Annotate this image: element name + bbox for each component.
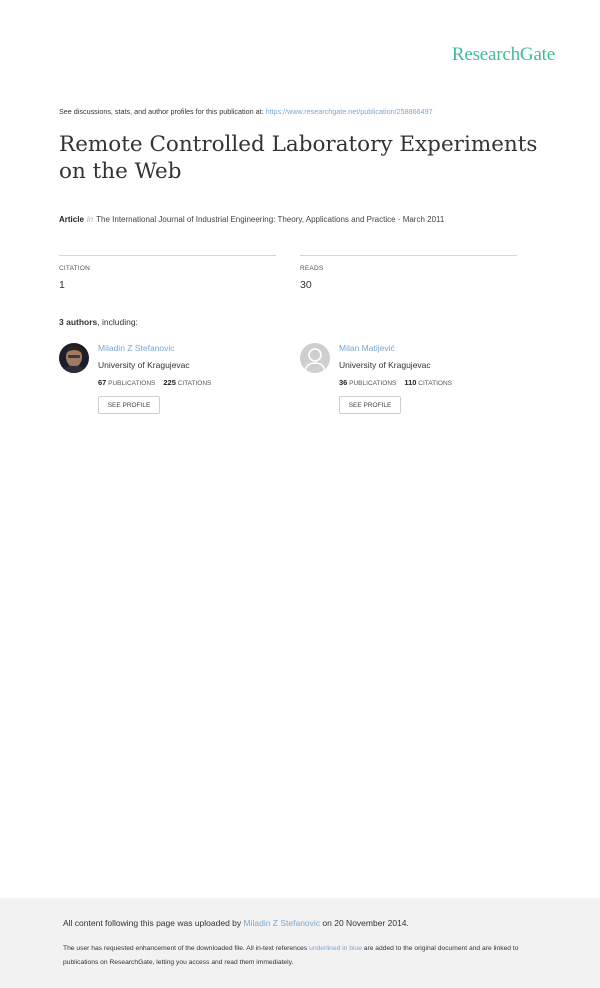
authors-heading (59, 317, 138, 327)
citations-label: CITATIONS (177, 380, 212, 387)
see-profile-button[interactable]: SEE PROFILE (98, 396, 160, 414)
reads-stat (300, 255, 517, 291)
publications-label: PUBLICATIONS (108, 380, 156, 387)
in-word: in (86, 215, 94, 224)
researchgate-logo[interactable]: ResearchGate (451, 44, 555, 65)
citations-count: 225 (163, 378, 176, 387)
publication-type: Article (59, 215, 84, 224)
author-avatar-placeholder[interactable] (300, 343, 330, 373)
publications-count: 36 (339, 378, 348, 387)
notice-suffix: are added to the original document and are linked to publications on ResearchGate, letting you access and read them immediately. (63, 945, 519, 966)
see-profile-button[interactable]: SEE PROFILE (339, 396, 401, 414)
citation-value: 1 (59, 279, 65, 291)
upload-prefix: All content following this page was uploaded by (63, 918, 244, 928)
reads-label: READS (300, 265, 324, 272)
upload-line (63, 918, 409, 928)
publication-meta (59, 215, 444, 224)
publication-link[interactable]: https://www.researchgate.net/publication/258866497 (265, 107, 433, 116)
author-institution: University of Kragujevac (339, 360, 431, 370)
upload-suffix: on 20 November 2014. (320, 918, 409, 928)
publication-title: Remote Controlled Laboratory Experiments on the Web (59, 132, 538, 184)
notice-link: underlined in blue (309, 945, 362, 952)
publications-label: PUBLICATIONS (349, 380, 397, 387)
reads-value: 30 (300, 279, 312, 291)
discussion-line (59, 107, 433, 116)
publication-venue: The International Journal of Industrial Engineering: Theory, Applications and Practice · March 2011 (96, 215, 445, 224)
notice-prefix: The user has requested enhancement of the downloaded file. All in-text references (63, 945, 310, 952)
citations-label: CITATIONS (418, 380, 452, 387)
author-card (300, 342, 530, 422)
author-name[interactable]: Milan Matijević (339, 343, 395, 353)
author-stats (98, 378, 211, 387)
authors-suffix: , including: (97, 317, 138, 327)
author-card (59, 342, 289, 422)
publications-count: 67 (98, 378, 107, 387)
author-avatar[interactable] (59, 343, 89, 373)
uploader-link[interactable]: Miladin Z Stefanovic (243, 918, 321, 928)
author-name[interactable]: Miladin Z Stefanovic (98, 343, 175, 353)
author-stats (339, 378, 452, 387)
citations-count: 110 (404, 378, 417, 387)
authors-count: 3 authors (59, 317, 98, 327)
footer (0, 898, 600, 988)
citation-stat (59, 255, 276, 291)
enhancement-notice (63, 942, 533, 970)
author-institution: University of Kragujevac (98, 360, 190, 370)
citation-label: CITATION (59, 265, 90, 272)
discussion-prefix: See discussions, stats, and author profiles for this publication at: (59, 107, 266, 116)
